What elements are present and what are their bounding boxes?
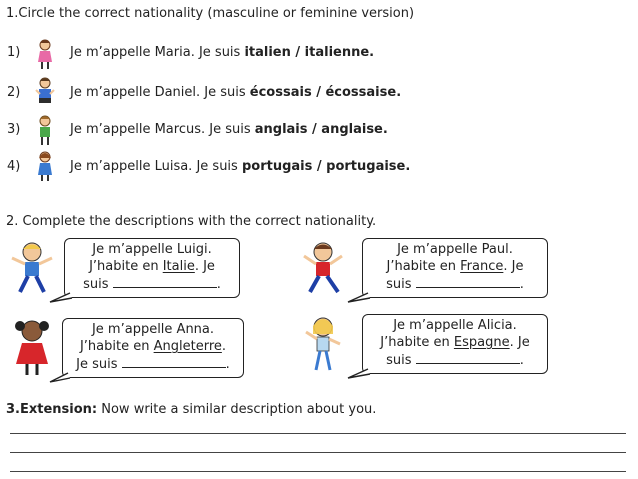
section3-heading (6, 402, 376, 417)
answer-blank[interactable] (416, 275, 520, 288)
item-sentence (70, 45, 374, 60)
boy-figure-icon (33, 76, 57, 108)
item-choice[interactable]: italien / italienne. (244, 45, 375, 60)
box-line: Je m’appelle Alicia. (393, 318, 517, 333)
writing-line[interactable] (10, 452, 626, 453)
box-line: suis . (386, 353, 524, 368)
boy-figure-icon (34, 114, 56, 146)
item-number: 1) (7, 45, 21, 60)
speech-tail (346, 368, 374, 382)
box-line: Je m’appelle Paul. (397, 242, 513, 257)
place-name: Angleterre (153, 339, 222, 354)
place-name: Espagne (453, 335, 510, 350)
girl-figure-icon (34, 150, 56, 182)
box-line: J’habite en France. Je (386, 259, 524, 274)
speech-tail (48, 292, 76, 306)
extension-text: Now write a similar description about you. (97, 402, 377, 417)
extension-label: 3.Extension: (6, 402, 98, 417)
item-number: 3) (7, 122, 21, 137)
answer-blank[interactable] (113, 275, 217, 288)
place-name: Italie (162, 259, 195, 274)
box-line: Je suis . (76, 357, 230, 372)
box-line: suis . (83, 277, 221, 292)
box-line: J’habite en Angleterre. (79, 339, 227, 354)
speech-tail (346, 292, 374, 306)
box-line: suis . (386, 277, 524, 292)
item-text: Je m’appelle Maria. Je suis (70, 45, 245, 60)
item-choice[interactable]: écossais / écossaise. (249, 85, 402, 100)
item-number: 2) (7, 85, 21, 100)
speech-box (62, 318, 244, 378)
box-line: Je m’appelle Luigi. (92, 242, 212, 257)
writing-line[interactable] (10, 471, 626, 472)
boy-figure-icon (300, 240, 346, 298)
item-text: Je m’appelle Luisa. Je suis (70, 159, 242, 174)
item-sentence (70, 122, 388, 137)
girl-figure-icon (34, 38, 56, 70)
item-text: Je m’appelle Marcus. Je suis (70, 122, 255, 137)
box-line: J’habite en Italie. Je (89, 259, 215, 274)
girl-figure-icon (300, 314, 346, 376)
box-line: Je m’appelle Anna. (91, 322, 215, 337)
item-choice[interactable]: anglais / anglaise. (254, 122, 388, 137)
item-number: 4) (7, 159, 21, 174)
writing-line[interactable] (10, 433, 626, 434)
answer-blank[interactable] (122, 355, 226, 368)
section2-title: 2. Complete the descriptions with the correct nationality. (6, 214, 377, 229)
box-line: J’habite en Espagne. Je (380, 335, 530, 350)
boy-figure-icon (8, 240, 56, 298)
section1-title: 1.Circle the correct nationality (masculine or feminine version) (6, 6, 415, 21)
item-text: Je m’appelle Daniel. Je suis (70, 85, 250, 100)
item-sentence (70, 159, 410, 174)
speech-box (362, 314, 548, 374)
item-choice[interactable]: portugais / portugaise. (241, 159, 411, 174)
girl-figure-icon (10, 318, 54, 378)
speech-box (362, 238, 548, 298)
item-sentence (70, 85, 401, 100)
answer-blank[interactable] (416, 351, 520, 364)
speech-tail (48, 372, 74, 386)
place-name: France (460, 259, 504, 274)
speech-box (64, 238, 240, 298)
